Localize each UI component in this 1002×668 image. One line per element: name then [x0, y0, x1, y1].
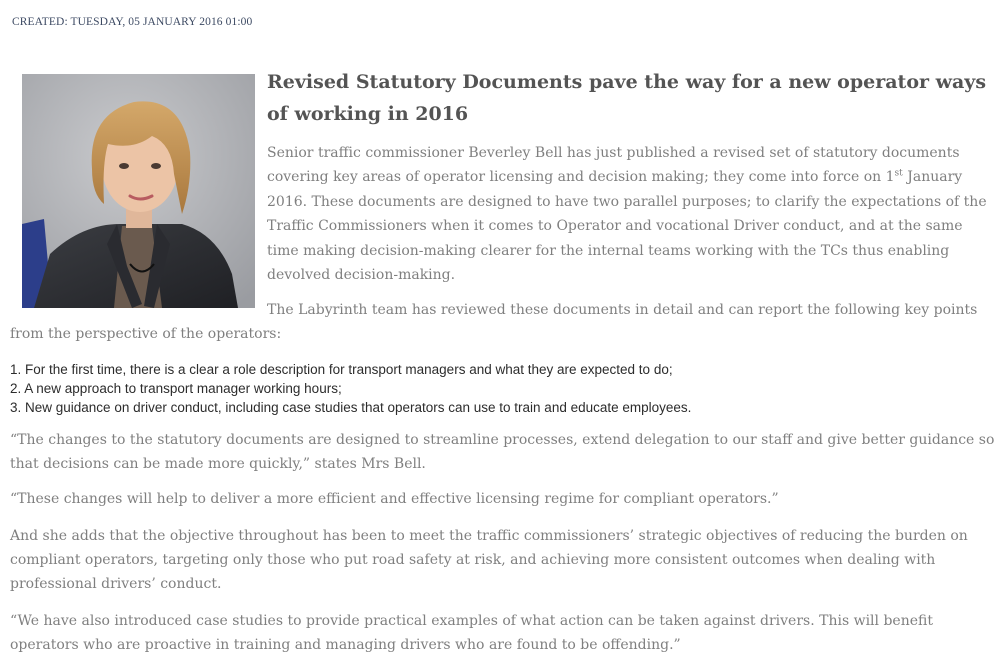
list-item: 3. New guidance on driver conduct, including case studies that operators can use to train and educate employees. — [10, 400, 692, 415]
objectives-paragraph: And she adds that the objective throughout has been to meet the traffic commissioners’ strategic objectives of reducing the burden on compliant operators, targeting only those who put road safety at risk, and achieving more consistent outcomes when dealing with professional drivers’ conduct. — [10, 528, 968, 592]
intro-paragraph — [267, 141, 997, 287]
article-title: Revised Statutory Documents pave the way for a new operator ways of working in 2016 — [267, 71, 987, 125]
key-points-list — [10, 360, 995, 417]
intro-ordinal-suffix: st — [894, 168, 903, 179]
list-item: 1. For the first time, there is a clear a role description for transport managers and what they are expected to do; — [10, 362, 673, 377]
created-date: CREATED: TUESDAY, 05 JANUARY 2016 01:00 — [12, 16, 253, 28]
quote-streamline-paragraph: “The changes to the statutory documents are designed to streamline processes, extend delegation to our staff and give better guidance so that decisions can be made more quickly,” states Mrs Bell. — [10, 432, 995, 472]
intro-text-part1: Senior traffic commissioner Beverley Bell has just published a revised set of statutory documents covering key areas of operator licensing and decision making; they come into force on 1 — [267, 145, 960, 186]
list-item: 2. A new approach to transport manager working hours; — [10, 381, 342, 396]
intro-text-part2: January 2016. These documents are designed to have two parallel purposes; to clarify the expectations of the Traffic Commissioners when it comes to Operator and vocational Driver conduct, and at the same time making decision-making clearer for the internal teams working with the TCs thus enabling devolved decision-making. — [267, 169, 987, 284]
portrait-photo — [22, 74, 255, 308]
quote-case-studies-paragraph: “We have also introduced case studies to provide practical examples of what action can be taken against drivers. This will benefit operators who are proactive in training and managing drivers who are found to be offending.” — [10, 613, 933, 653]
team-paragraph: The Labyrinth team has reviewed these documents in detail and can report the following key points from the perspective of the operators: — [10, 302, 978, 342]
quote-efficient-paragraph: “These changes will help to deliver a more efficient and effective licensing regime for compliant operators.” — [10, 491, 779, 507]
